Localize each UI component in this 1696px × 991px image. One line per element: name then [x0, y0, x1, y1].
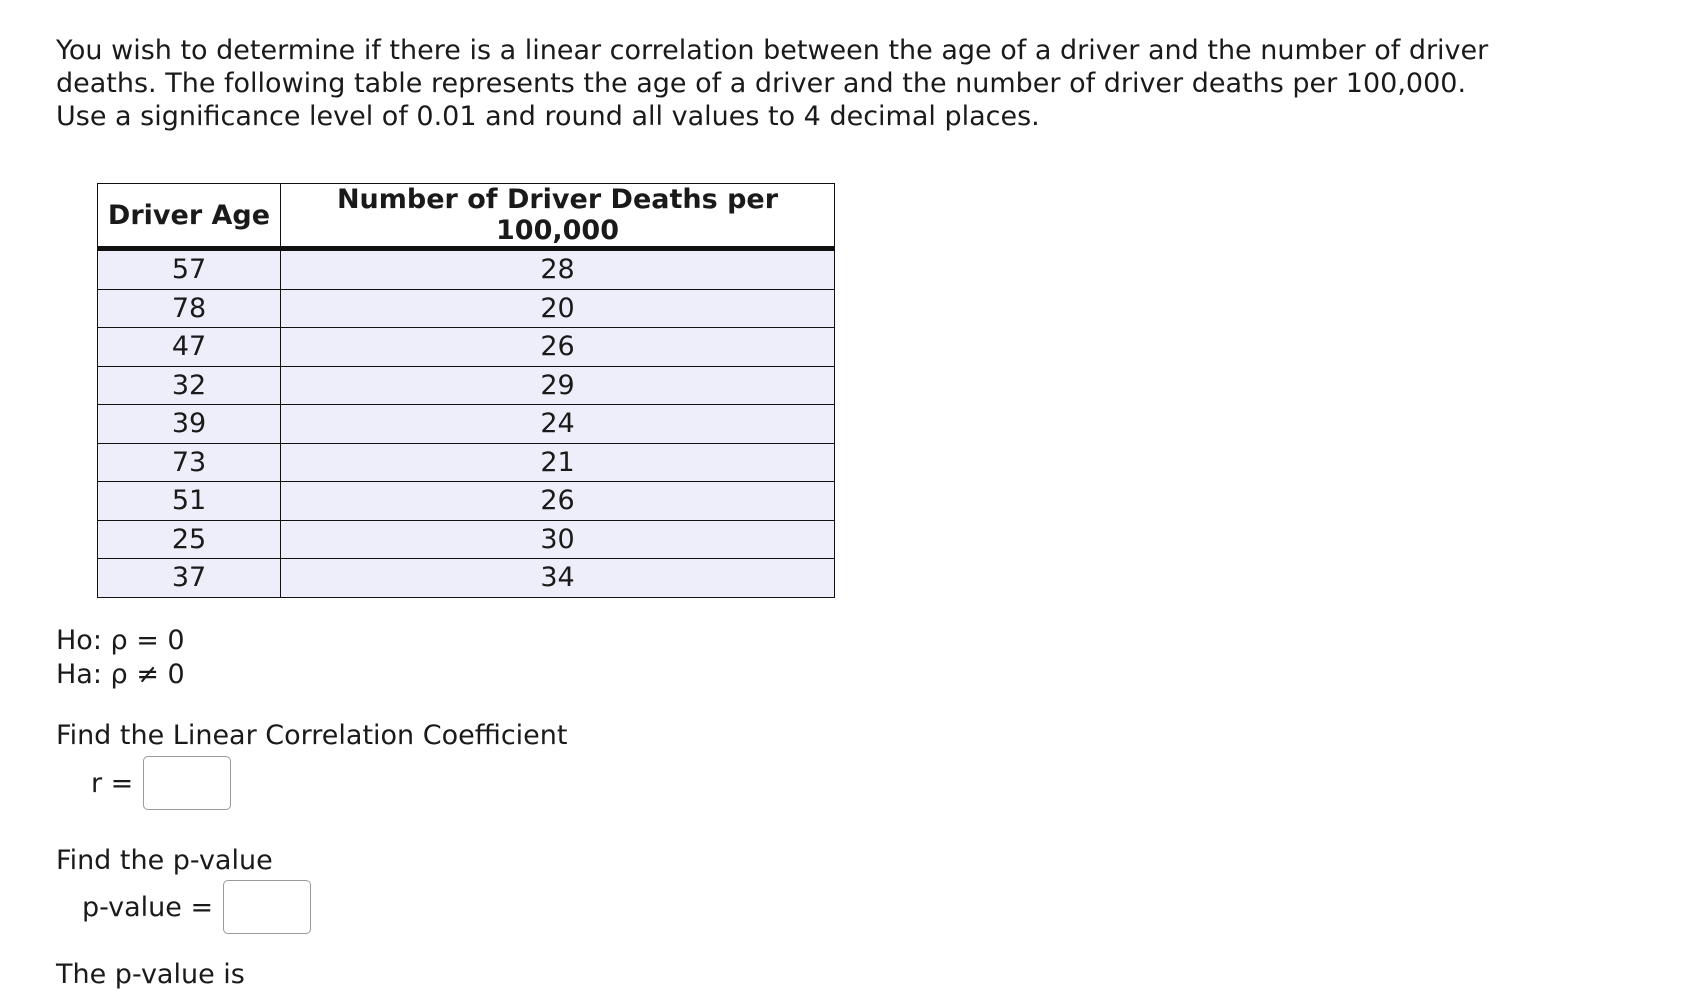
cell-driver-deaths: 20	[281, 289, 835, 328]
r-field-label: r =	[91, 767, 134, 799]
cell-driver-deaths: 24	[281, 405, 835, 444]
table-row	[98, 559, 835, 598]
r-input[interactable]	[143, 756, 231, 810]
table-header-row	[98, 184, 835, 249]
cell-driver-age: 78	[98, 289, 281, 328]
null-hypothesis: Ho: ρ = 0	[56, 625, 185, 656]
cell-driver-age: 51	[98, 482, 281, 521]
table-row	[98, 405, 835, 444]
question-line-3: Use a significance level of 0.01 and round all values to 4 decimal places.	[56, 101, 1040, 132]
table-row	[98, 366, 835, 405]
table-row	[98, 520, 835, 559]
data-table	[97, 183, 835, 598]
cell-driver-deaths: 30	[281, 520, 835, 559]
table-row	[98, 289, 835, 328]
table-row	[98, 482, 835, 521]
question-text	[56, 34, 1556, 133]
pvalue-input[interactable]	[223, 880, 311, 934]
cell-driver-age: 37	[98, 559, 281, 598]
cell-driver-age: 57	[98, 249, 281, 290]
pvalue-section-label: Find the p-value	[56, 845, 273, 876]
correlation-section-label: Find the Linear Correlation Coefficient	[56, 720, 568, 751]
header-driver-age: Driver Age	[98, 184, 281, 249]
cell-driver-deaths: 29	[281, 366, 835, 405]
correlation-field-row	[91, 756, 231, 810]
question-line-1: You wish to determine if there is a linear correlation between the age of a driver and the number of driver	[56, 35, 1489, 66]
alternative-hypothesis: Ha: ρ ≠ 0	[56, 659, 185, 690]
table-row	[98, 443, 835, 482]
cut-off-text: The p-value is	[56, 959, 245, 990]
question-line-2: deaths. The following table represents the age of a driver and the number of driver deaths per 100,000.	[56, 68, 1467, 99]
cell-driver-age: 73	[98, 443, 281, 482]
cell-driver-deaths: 34	[281, 559, 835, 598]
table-row	[98, 328, 835, 367]
cell-driver-deaths: 26	[281, 482, 835, 521]
pvalue-field-label: p-value =	[82, 891, 214, 923]
cell-driver-age: 32	[98, 366, 281, 405]
hypotheses	[56, 624, 185, 692]
cell-driver-deaths: 28	[281, 249, 835, 290]
cell-driver-deaths: 26	[281, 328, 835, 367]
cell-driver-age: 25	[98, 520, 281, 559]
cell-driver-deaths: 21	[281, 443, 835, 482]
cell-driver-age: 39	[98, 405, 281, 444]
pvalue-field-row	[82, 880, 311, 934]
table-row	[98, 249, 835, 290]
cell-driver-age: 47	[98, 328, 281, 367]
header-driver-deaths: Number of Driver Deaths per 100,000	[281, 184, 835, 249]
